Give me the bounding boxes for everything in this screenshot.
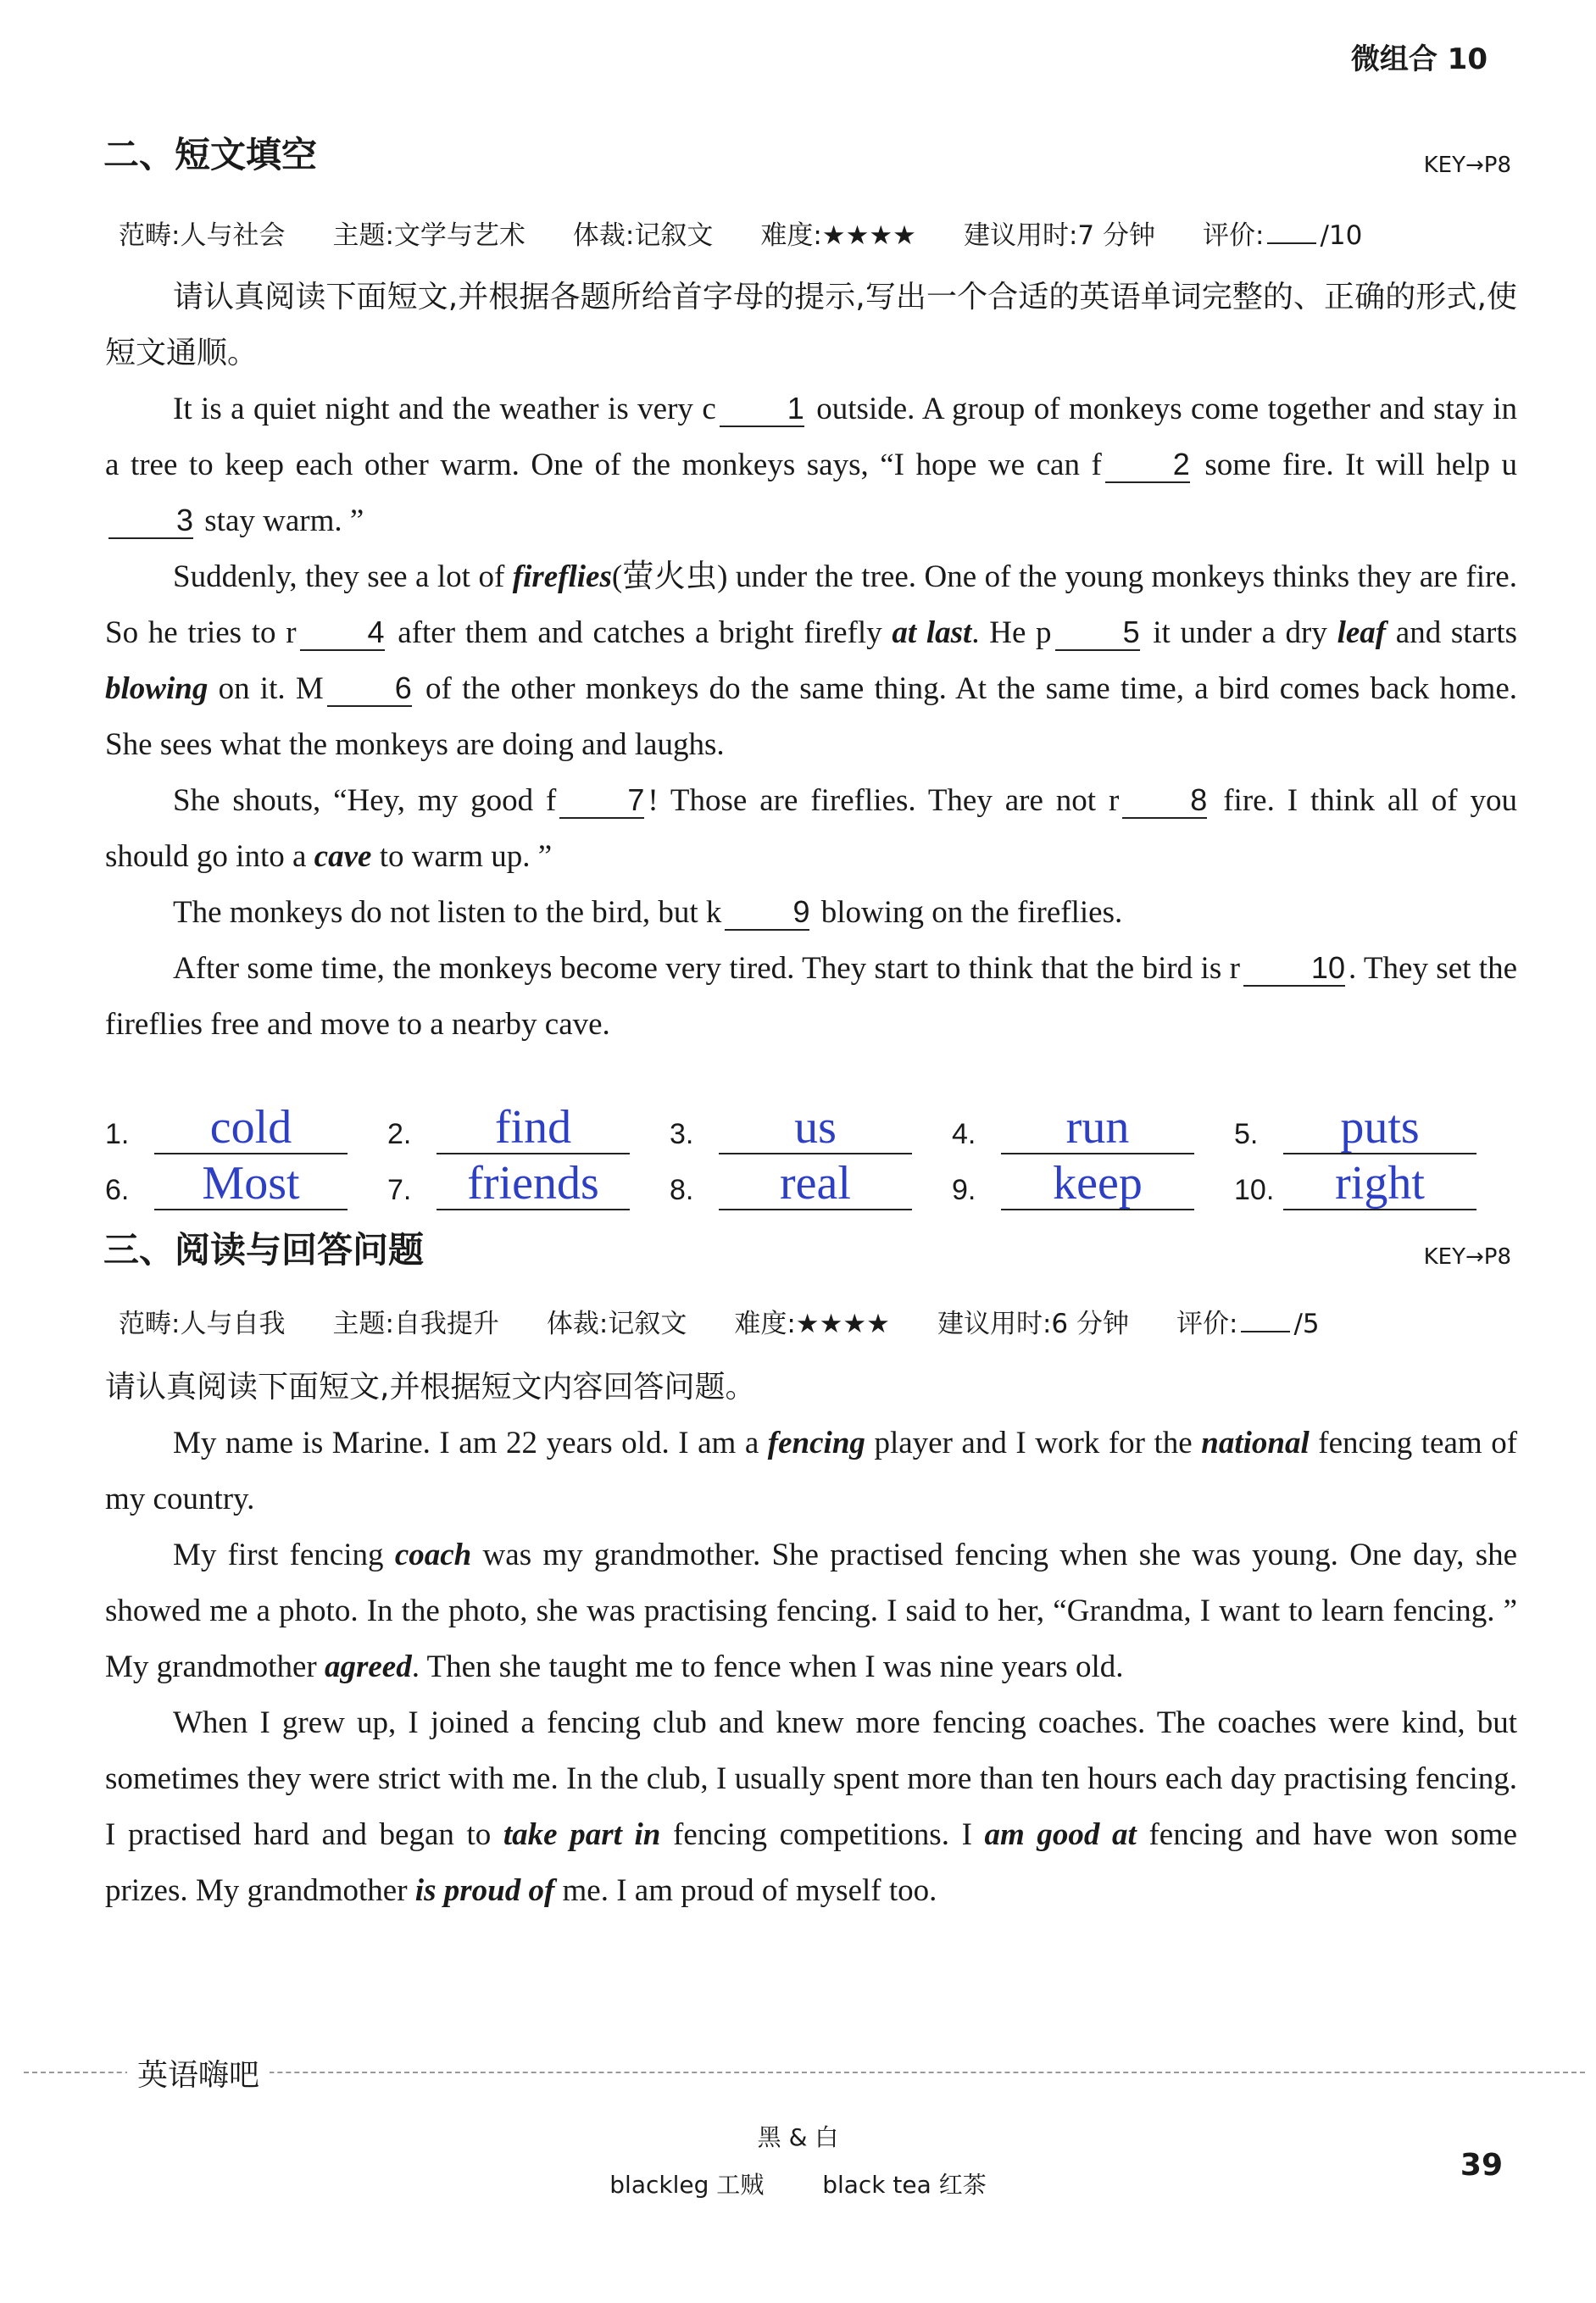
blank-1[interactable]: 1 bbox=[720, 392, 804, 427]
section3-key: KEY→P8 bbox=[1423, 1244, 1511, 1270]
answer-item: 10. right bbox=[1234, 1158, 1516, 1210]
blank-5[interactable]: 5 bbox=[1055, 615, 1140, 651]
passage-paragraph-2: My first fencing coach was my grandmother. She practised fencing when she was young. One day, she showed me a photo. In the photo, she was practising fencing. I said to her, “Grandma, I want to learn fencing. ” My grandmother agreed. Then she taught me to fence when I was nine years old. bbox=[105, 1538, 1518, 1684]
answer-item: 2. find bbox=[387, 1102, 670, 1154]
answer-field[interactable]: keep bbox=[1001, 1158, 1194, 1210]
answer-item: 6. Most bbox=[105, 1158, 387, 1210]
footer-word-1: blackleg 工贼 bbox=[609, 2171, 765, 2199]
answer-item: 1. cold bbox=[105, 1102, 387, 1154]
answer-field[interactable]: right bbox=[1283, 1158, 1476, 1210]
footer-heading: 黑 & 白 bbox=[757, 2123, 839, 2151]
meta-theme: 主题:文学与艺术 bbox=[332, 220, 526, 251]
meta-scope: 范畴:人与自我 bbox=[119, 1309, 286, 1339]
answer-field[interactable]: friends bbox=[437, 1158, 630, 1210]
meta-genre: 体裁:记叙文 bbox=[572, 220, 714, 251]
meta-score: 评价: /5 bbox=[1176, 1309, 1320, 1339]
answer-field[interactable]: real bbox=[719, 1158, 912, 1210]
passage-paragraph-3: She shouts, “Hey, my good f 7 ! Those are fireflies. They are not r 8 fire. I think all of you should go into a cave to warm up. ” bbox=[105, 782, 1517, 874]
answer-item: 5. puts bbox=[1234, 1102, 1516, 1154]
corner-label: 微组合 10 bbox=[1350, 42, 1488, 76]
answer-field[interactable]: puts bbox=[1283, 1102, 1476, 1154]
blank-7[interactable]: 7 bbox=[559, 783, 644, 819]
meta-time: 建议用时:6 分钟 bbox=[937, 1309, 1129, 1339]
answer-row-2 bbox=[105, 1158, 1517, 1210]
score-blank[interactable] bbox=[1267, 219, 1316, 244]
section3-meta bbox=[119, 1302, 1509, 1340]
meta-score: 评价: /10 bbox=[1203, 220, 1363, 251]
blank-6[interactable]: 6 bbox=[327, 671, 412, 707]
passage-paragraph-2: Suddenly, they see a lot of fireflies(萤火虫) under the tree. One of the young monkeys thinks they are fire. So he tries to r 4 after them and catches a bright firefly at last. He p 5 it under a dry leaf and starts blowing on it. M 6 of the other monkeys do the same thing. At the same time, a bird comes back home. She sees what the monkeys are doing and laughs. bbox=[105, 559, 1518, 762]
blank-3[interactable]: 3 bbox=[108, 503, 193, 539]
answer-field[interactable]: run bbox=[1001, 1102, 1194, 1154]
meta-difficulty: 难度:★★★★ bbox=[760, 220, 916, 251]
footer-word-2: black tea 红茶 bbox=[822, 2171, 987, 2199]
blank-9[interactable]: 9 bbox=[725, 895, 809, 931]
answer-field[interactable]: cold bbox=[154, 1102, 348, 1154]
section2-meta bbox=[119, 214, 1509, 252]
blank-4[interactable]: 4 bbox=[300, 615, 385, 651]
meta-difficulty: 难度:★★★★ bbox=[734, 1309, 890, 1339]
blank-8[interactable]: 8 bbox=[1122, 783, 1207, 819]
passage-paragraph-5: After some time, the monkeys become very tired. They start to think that the bird is r 10 . They set the fireflies free and move to a nearby cave. bbox=[105, 950, 1517, 1042]
answer-item: 7. friends bbox=[387, 1158, 670, 1210]
footer-title: 英语嗨吧 bbox=[127, 2051, 270, 2094]
answer-item: 8. real bbox=[670, 1158, 952, 1210]
blank-2[interactable]: 2 bbox=[1105, 448, 1190, 483]
footer-vocab bbox=[0, 2167, 1596, 2200]
score-blank[interactable] bbox=[1241, 1307, 1290, 1332]
passage-paragraph-1: It is a quiet night and the weather is very c 1 outside. A group of monkeys come together and stay in a tree to keep each other warm. One of the monkeys says, “I hope we can f 2 some fire. It will help u3 stay warm. ” bbox=[105, 391, 1518, 538]
section3-passage bbox=[105, 1360, 1517, 1919]
answer-field[interactable]: Most bbox=[154, 1158, 348, 1210]
section2-instruction: 请认真阅读下面短文,并根据各题所给首字母的提示,写出一个合适的英语单词完整的、正确的形式,使短文通顺。 bbox=[105, 280, 1517, 370]
meta-genre: 体裁:记叙文 bbox=[546, 1309, 687, 1339]
passage-paragraph-3: When I grew up, I joined a fencing club and knew more fencing coaches. The coaches were kind, but sometimes they were strict with me. In the club, I usually spent more than ten hours each day practising fencing. I practised hard and began to take part in fencing competitions. I am good at fencing and have won some prizes. My grandmother is proud of me. I am proud of myself too. bbox=[105, 1705, 1517, 1908]
section2-title: 二、短文填空 bbox=[103, 134, 318, 175]
answer-item: 4. run bbox=[952, 1102, 1234, 1154]
section3-title: 三、阅读与回答问题 bbox=[103, 1229, 425, 1271]
blank-10[interactable]: 10 bbox=[1243, 951, 1345, 987]
meta-time: 建议用时:7 分钟 bbox=[963, 220, 1155, 251]
answer-row-1 bbox=[105, 1102, 1517, 1154]
passage-paragraph-1: My name is Marine. I am 22 years old. I am a fencing player and I work for the national fencing team of my country. bbox=[105, 1426, 1518, 1516]
section2-key: KEY→P8 bbox=[1423, 153, 1511, 178]
page-number: 39 bbox=[1460, 2148, 1503, 2183]
answer-field[interactable]: find bbox=[437, 1102, 630, 1154]
section3-instruction: 请认真阅读下面短文,并根据短文内容回答问题。 bbox=[105, 1370, 756, 1405]
meta-theme: 主题:自我提升 bbox=[332, 1309, 499, 1339]
section2-passage bbox=[105, 270, 1517, 1053]
meta-scope: 范畴:人与社会 bbox=[119, 220, 286, 251]
answer-item: 3. us bbox=[670, 1102, 952, 1154]
answer-field[interactable]: us bbox=[719, 1102, 912, 1154]
answer-item: 9. keep bbox=[952, 1158, 1234, 1210]
passage-paragraph-4: The monkeys do not listen to the bird, but k 9 blowing on the fireflies. bbox=[173, 894, 1123, 930]
